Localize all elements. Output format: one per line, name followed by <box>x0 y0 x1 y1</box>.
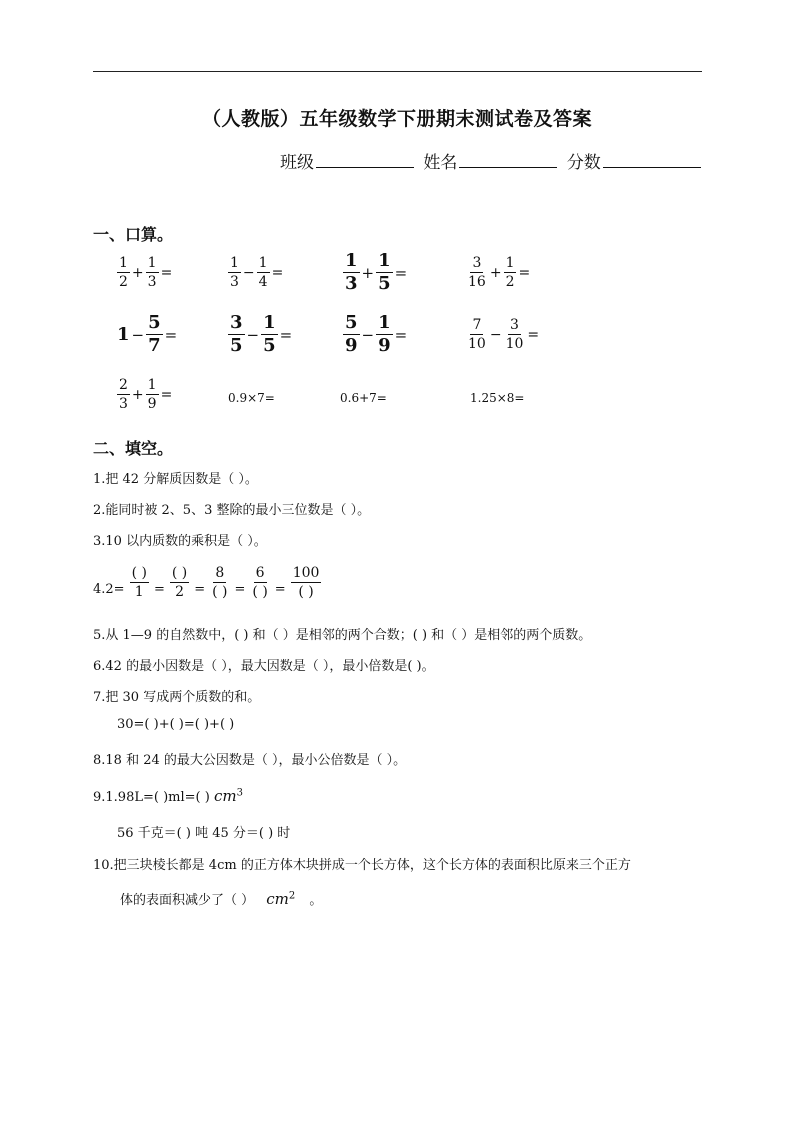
question-9 <box>93 787 243 805</box>
operator: + <box>489 264 502 281</box>
question-10: 10.把三块棱长都是 4cm 的正方体木块拼成一个长方体，这个长方体的表面积比原来三个正方 <box>93 858 631 873</box>
expr-r3-2: 0.9×7= <box>228 391 275 405</box>
unit-exponent: 3 <box>236 787 243 799</box>
operator: + <box>131 386 144 403</box>
question-7-line: 30=( )+( )=( )+( ) <box>117 717 235 732</box>
unit-cm: cm <box>266 890 289 908</box>
unit-cm: cm <box>213 787 237 805</box>
class-blank[interactable] <box>316 152 414 168</box>
q10-end: 。 <box>309 893 323 908</box>
question-10-line <box>120 889 322 908</box>
question-7: 7.把 30 写成两个质数的和。 <box>93 690 261 705</box>
fraction: $\frac{1}{5}$ <box>378 250 391 294</box>
section-heading-mental-math: 一、口算。 <box>93 225 174 244</box>
equals: = <box>160 264 173 281</box>
fraction: $\frac{3}{10}$ <box>505 317 524 352</box>
section-heading-fill-blank: 二、填空。 <box>93 439 174 458</box>
expr-r1-3 <box>343 252 407 293</box>
fraction: $\frac{3}{16}$ <box>468 255 486 290</box>
score-blank[interactable] <box>603 152 701 168</box>
q10-text: 体的表面积减少了（ ） <box>120 893 255 908</box>
operator: + <box>131 264 144 281</box>
fraction: $\frac{7}{10}$ <box>468 317 486 352</box>
expr-r1-2 <box>228 256 283 289</box>
fraction: $\frac{1}{3}$ <box>147 255 157 290</box>
fraction: $\frac{8}{( )}$ <box>212 565 228 600</box>
question-6: 6.42 的最小因数是（ ），最大因数是（ ），最小倍数是( )。 <box>93 659 435 674</box>
fraction: $\frac{1}{9}$ <box>378 312 391 356</box>
expr-r3-1 <box>117 378 172 411</box>
expr-r1-4 <box>466 256 530 289</box>
fraction: $\frac{100}{( )}$ <box>292 565 320 600</box>
fraction: $\frac{1}{2}$ <box>505 255 515 290</box>
expr-r1-1 <box>117 256 172 289</box>
expr-r3-3: 0.6+7= <box>340 391 387 405</box>
fraction: $\frac{1}{2}$ <box>119 255 128 290</box>
equals: = <box>234 582 246 597</box>
operator: − <box>489 326 502 343</box>
q4-prefix: 4.2= <box>93 582 125 597</box>
fraction: $\frac{1}{9}$ <box>147 377 157 412</box>
equals: = <box>164 325 178 344</box>
fraction: $\frac{6}{( )}$ <box>252 565 268 600</box>
expr-r2-2 <box>228 314 292 355</box>
operator: − <box>246 325 260 344</box>
equals: = <box>194 582 206 597</box>
question-3: 3.10 以内质数的乘积是（ ）。 <box>93 534 267 549</box>
fraction: $\frac{1}{3}$ <box>230 255 239 290</box>
class-label: 班级 <box>280 153 314 173</box>
fraction: $\frac{1}{3}$ <box>345 250 358 294</box>
question-9-line: 56 千克＝( ) 吨 45 分＝( ) 时 <box>117 826 291 841</box>
student-info-line <box>280 148 705 173</box>
fraction: $\frac{1}{5}$ <box>263 312 276 356</box>
operator: − <box>131 325 145 344</box>
fraction: $\frac{5}{7}$ <box>148 312 161 356</box>
operator: − <box>242 264 255 281</box>
top-rule <box>93 71 702 72</box>
fraction: $\frac{1}{4}$ <box>258 255 268 290</box>
equals: = <box>394 263 408 282</box>
equals: = <box>274 582 286 597</box>
equals: = <box>160 386 173 403</box>
equals: = <box>527 326 540 343</box>
name-blank[interactable] <box>459 152 557 168</box>
q9-text: 9.1.98L=( )ml=( ) <box>93 790 210 805</box>
expr-r2-1 <box>117 314 177 355</box>
question-1: 1.把 42 分解质因数是（ ）。 <box>93 472 258 487</box>
page-title: （人教版）五年级数学下册期末测试卷及答案 <box>201 108 592 130</box>
operator: − <box>361 325 375 344</box>
question-4 <box>93 566 321 599</box>
equals: = <box>518 264 531 281</box>
operator: + <box>361 263 375 282</box>
fraction: $\frac{3}{5}$ <box>230 312 243 356</box>
equals: = <box>394 325 408 344</box>
equals: = <box>279 325 293 344</box>
question-8: 8.18 和 24 的最大公因数是（ ），最小公倍数是（ ）。 <box>93 753 407 768</box>
question-5: 5.从 1—9 的自然数中，( ) 和（ ）是相邻的两个合数；( ) 和（ ）是相邻的两个质数。 <box>93 628 592 643</box>
equals: = <box>271 264 284 281</box>
fraction: $\frac{( )}{2}$ <box>171 565 188 600</box>
question-2: 2.能同时被 2、5、3 整除的最小三位数是（ ）。 <box>93 503 371 518</box>
name-label: 姓名 <box>423 153 458 173</box>
expr-r2-4 <box>466 318 539 351</box>
expr-r3-4: 1.25×8= <box>470 391 525 405</box>
equals: = <box>153 582 165 597</box>
score-label: 分数 <box>566 153 601 173</box>
whole-number: 1 <box>117 324 130 345</box>
fraction: $\frac{5}{9}$ <box>345 312 358 356</box>
fraction: $\frac{( )}{1}$ <box>131 565 147 600</box>
unit-exponent: 2 <box>288 890 296 902</box>
expr-r2-3 <box>343 314 407 355</box>
fraction: $\frac{2}{3}$ <box>119 377 128 412</box>
